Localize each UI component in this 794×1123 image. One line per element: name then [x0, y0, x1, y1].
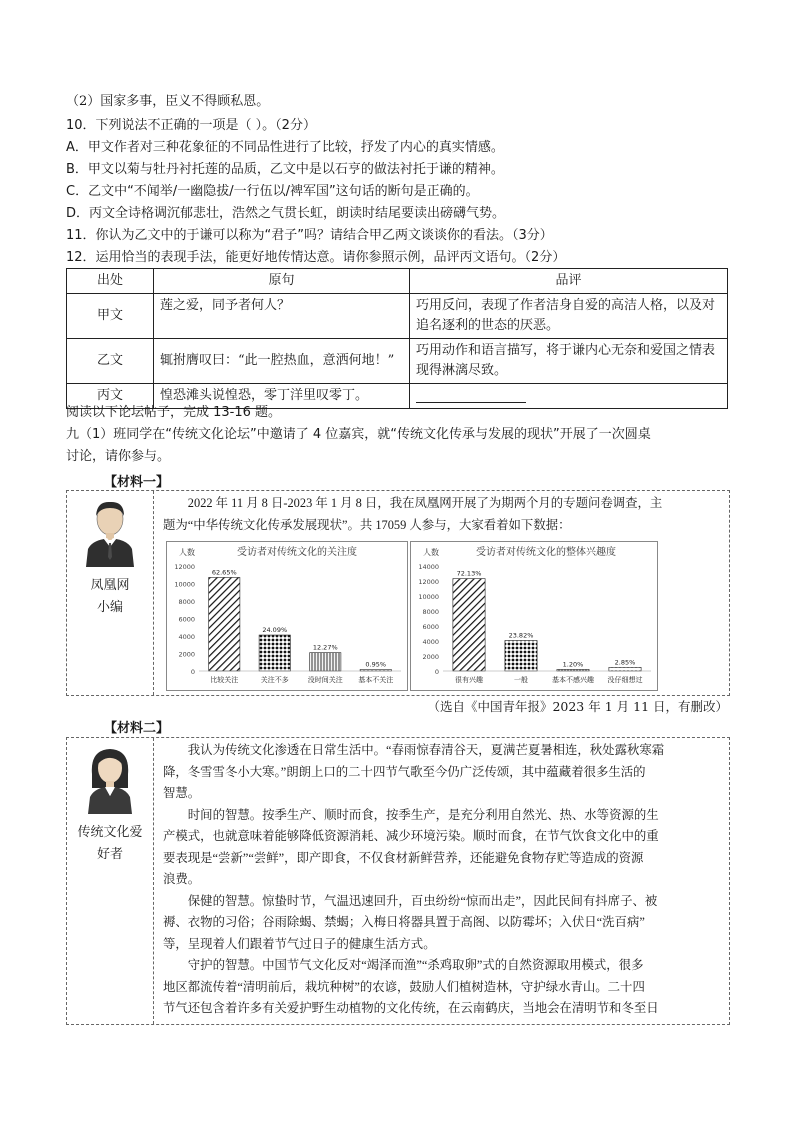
category-label: 比较关注: [210, 676, 239, 684]
bar: [310, 653, 341, 671]
paragraph-line: 时间的智慧。按季生产、顺时而食，按季生产，是充分利用自然光、热、水等资源的生: [187, 807, 659, 822]
paragraph-line: 地区都流传着“清明前后，栽坑种树”的农谚，鼓励人们植树造林，守护绿水青山。二十四: [163, 979, 645, 994]
row-original: 莲之爱，同予者何人？: [154, 294, 410, 339]
paragraph-line: 题为“中华传统文化传承发展现状”。共 17059 人参与，大家看着如下数据：: [163, 517, 571, 532]
data-label: 0.95%: [365, 660, 387, 669]
bar: [609, 667, 641, 671]
author-name-line: 传统文化爱: [77, 825, 143, 840]
data-label: 72.13%: [456, 569, 482, 578]
bar: [505, 641, 537, 671]
row-comment: 巧用动作和语言描写，将于谦内心无奈和爱国之情表现得淋漓尽致。: [410, 339, 728, 384]
option-b: B．甲文以菊与牡丹衬托莲的品质，乙文中是以石亨的做法衬托于谦的精神。: [66, 162, 504, 177]
material-2-text: [163, 740, 721, 1020]
y-tick-label: 8000: [422, 608, 439, 616]
material-2-avatar-column: [67, 738, 154, 1024]
male-avatar-icon: [80, 497, 140, 567]
y-tick-label: 4000: [178, 633, 195, 641]
header-comment: 品评: [410, 269, 728, 294]
category-label: 很有兴趣: [455, 676, 483, 684]
paragraph-line: 产模式，也就意味着能够降低资源消耗、减少环境污染。顺时而食，在节气饮食文化中的重: [163, 829, 659, 843]
header-original: 原句: [154, 269, 410, 294]
row-comment: 巧用反问，表现了作者洁身自爱的高洁人格，以及对追名逐利的世态的厌恶。: [410, 294, 728, 339]
paragraph-line: 节气还包含着许多有关爱护野生动植物的文化传统，在云南鹤庆，当地会在清明节和冬至日: [163, 1001, 659, 1015]
y-axis-label: 人数: [179, 548, 195, 557]
material-1-text: [163, 493, 721, 536]
material-1-source: （选自《中国青年报》2023 年 1 月 11 日，有删改）: [427, 699, 728, 714]
y-tick-label: 14000: [418, 563, 439, 571]
paragraph-line: 降，冬雪雪冬小大寒。”朗朗上口的二十四节气歌至今仍广泛传颂，其中蕴藏着很多生活的: [163, 764, 646, 779]
category-label: 没仔细想过: [607, 676, 643, 684]
author-name-line: 好者: [96, 847, 123, 862]
intro-line: 讨论，请你参与。: [66, 449, 171, 464]
y-tick-label: 10000: [418, 593, 439, 601]
row-original: 辄拊膺叹曰：“此一腔热血，意洒何地！”: [154, 339, 410, 384]
table-row: [67, 294, 728, 339]
author-name-line: 小编: [96, 600, 123, 615]
question-12: 12．运用恰当的表现手法，能更好地传情达意。请你参照示例，品评丙文语句。（2分）: [66, 250, 566, 265]
data-label: 23.82%: [508, 631, 534, 640]
question-10: 10．下列说法不正确的一项是（ ）。（2分）: [66, 118, 316, 133]
paragraph-line: 智慧。: [163, 786, 201, 800]
material-1-label: 【材料一】: [104, 475, 170, 490]
paragraph-line: 保健的智慧。惊蛰时节，气温迅速回升，百虫纷纷“惊而出走”，因此民间有抖席子、被: [187, 893, 658, 908]
material-2-label: 【材料二】: [104, 721, 170, 736]
y-tick-label: 2000: [422, 653, 439, 661]
header-source: 出处: [67, 269, 154, 294]
chart-title: 受访者对传统文化的关注度: [237, 547, 357, 558]
paragraph-line: 浪费。: [163, 872, 201, 886]
option-a: A．甲文作者对三种花象征的不同品性进行了比较，抒发了内心的真实情感。: [66, 140, 504, 155]
comment-table: [66, 268, 728, 409]
attention-chart: [166, 541, 408, 691]
y-tick-label: 6000: [422, 623, 439, 631]
y-tick-label: 10000: [174, 580, 195, 589]
data-label: 12.27%: [312, 643, 338, 652]
data-label: 24.09%: [262, 626, 288, 635]
y-axis-label: 人数: [423, 548, 439, 557]
female-avatar-icon: [80, 744, 140, 814]
material-1-box: [66, 490, 730, 696]
table-row: [67, 339, 728, 384]
category-label: 一般: [514, 676, 528, 684]
author-name-line: 凤凰网: [90, 578, 130, 593]
answer-blank[interactable]: [416, 388, 526, 403]
y-tick-label: 0: [190, 668, 195, 676]
y-tick-label: 4000: [422, 638, 439, 646]
paragraph-line: 我认为传统文化渗透在日常生活中。“春雨惊春清谷天，夏满芒夏暑相连，秋处露秋寒霜: [187, 743, 665, 757]
y-tick-label: 0: [434, 668, 439, 676]
question-11: 11．你认为乙文中的于谦可以称为“君子”吗？请结合甲乙两文谈谈你的看法。（3分）: [66, 228, 553, 243]
y-tick-label: 6000: [178, 615, 195, 624]
category-label: 没时间关注: [307, 676, 343, 684]
paragraph-line: 守护的智慧。中国节气文化反对“竭泽而渔”“杀鸡取卵”式的自然资源取用模式，很多: [187, 958, 644, 972]
row-comment-answer-blank[interactable]: [410, 384, 728, 409]
y-tick-label: 12000: [174, 563, 195, 571]
option-d: D．丙文全诗格调沉郁悲壮，浩然之气贯长虹，朗读时结尾要读出磅礴气势。: [66, 206, 506, 221]
y-tick-label: 8000: [178, 598, 195, 606]
table-header-row: [67, 269, 728, 294]
paragraph-line: 要表现是“尝新”“尝鲜”，即产即食，不仅食材新鲜营养，还能避免食物存贮等造成的资源: [163, 850, 644, 865]
interest-chart: [410, 541, 658, 691]
intro-line: 阅读以下论坛帖子，完成 13-16 题。: [66, 405, 282, 420]
item-2-text: （2）国家多事，臣义不得顾私恩。: [66, 94, 270, 109]
intro-line: 九（1）班同学在“传统文化论坛”中邀请了 4 位嘉宾，就“传统文化传承与发展的现状”开展了一次圆桌: [66, 427, 651, 442]
row-source: 甲文: [67, 294, 154, 339]
data-label: 62.65%: [211, 568, 237, 577]
option-c: C．乙文中“不闻举/一幽隐拔/一行伍以/裨军国”这句话的断句是正确的。: [66, 184, 479, 199]
y-tick-label: 12000: [418, 578, 439, 586]
data-label: 1.20%: [562, 660, 584, 669]
paragraph-line: 褥、衣物的习俗；谷雨除蝎、禁蝎；入梅日将器具置于高阁、以防霉坏；入伏日“洗百病”: [163, 915, 645, 929]
paragraph-line: 2022 年 11 月 8 日-2023 年 1 月 8 日，我在凤凰网开展了为期两个月的专题问卷调查，主: [187, 496, 663, 510]
y-tick-label: 2000: [178, 650, 195, 659]
material-2-box: [66, 737, 730, 1025]
data-label: 2.85%: [614, 658, 636, 667]
chart-title: 受访者对传统文化的整体兴趣度: [476, 547, 616, 558]
bar: [209, 577, 240, 671]
category-label: 关注不多: [260, 676, 289, 684]
category-label: 基本不关注: [358, 676, 394, 684]
row-original: 惶恐滩头说惶恐，零丁洋里叹零丁。: [154, 384, 410, 409]
material-1-avatar-column: [67, 491, 154, 695]
row-source: 丙文: [67, 384, 154, 409]
category-label: 基本不感兴趣: [552, 676, 594, 684]
bar: [453, 579, 485, 671]
bar: [259, 635, 290, 671]
paragraph-line: 等，呈现着人们跟着节气过日子的健康生活方式。: [163, 936, 436, 951]
row-source: 乙文: [67, 339, 154, 384]
